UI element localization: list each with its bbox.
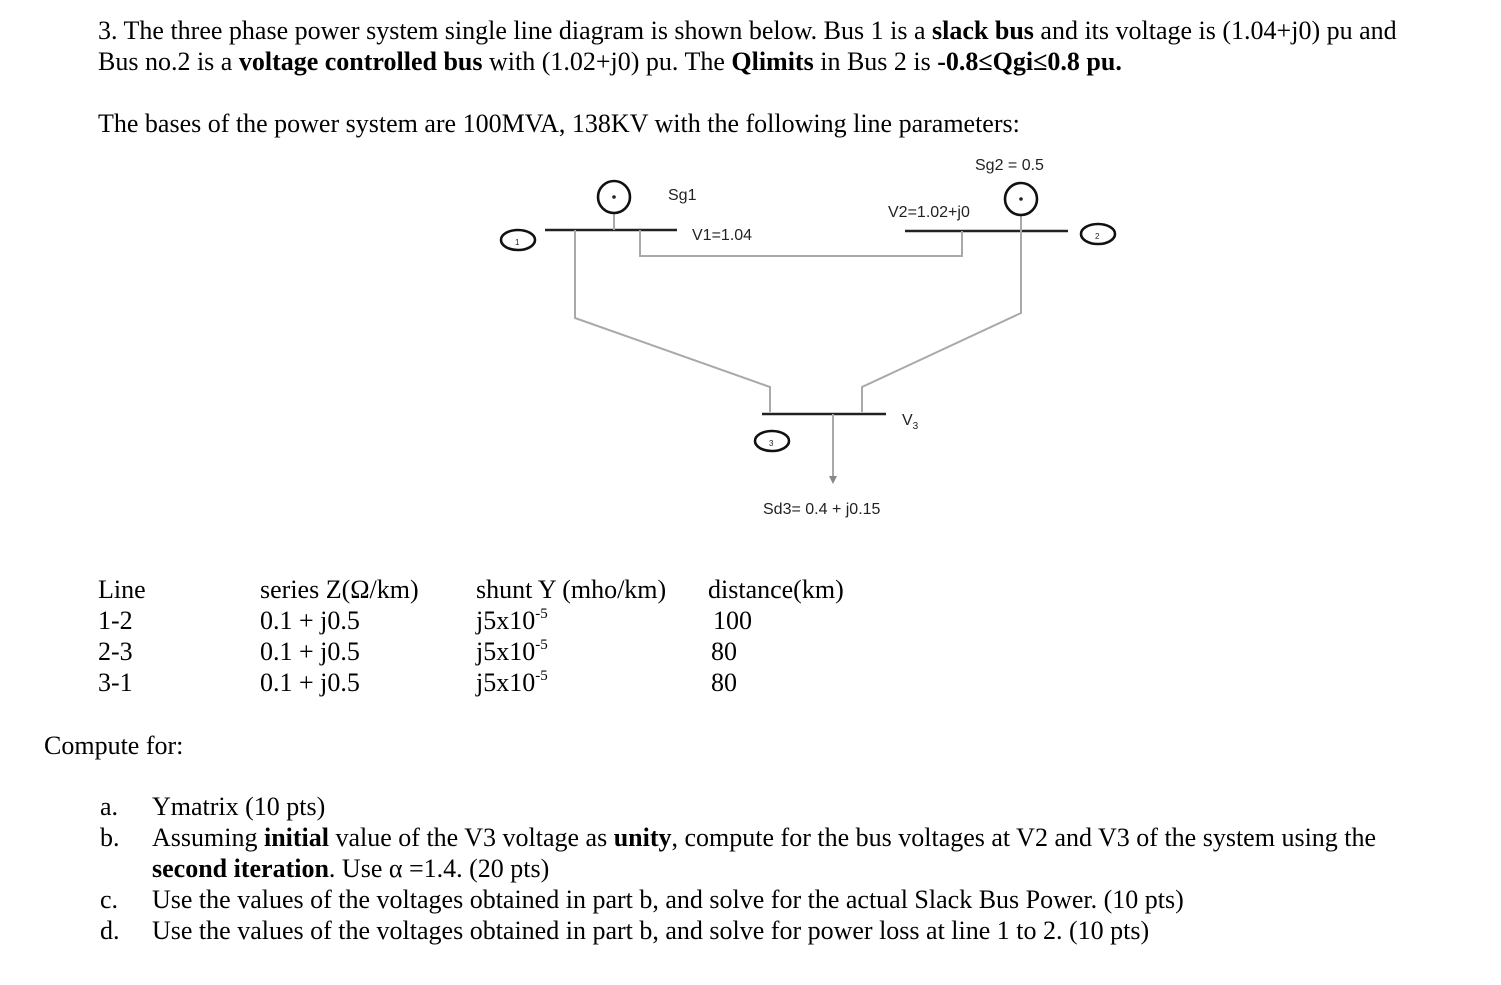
item-b-text: value of the V3 voltage as xyxy=(328,823,614,852)
sg2-label: Sg2 = 0.5 xyxy=(975,157,1044,174)
table-cell-z: 0.1 + j0.5 xyxy=(260,606,360,635)
initial-term: initial xyxy=(263,823,329,852)
bus1-number: 1 xyxy=(515,238,520,247)
table-cell-y xyxy=(476,636,548,667)
problem-text: and its voltage is (1.04+j0) pu and xyxy=(1033,16,1397,45)
y-exponent: -5 xyxy=(535,637,548,653)
y-exponent: -5 xyxy=(535,606,548,622)
item-c-letter: c. xyxy=(100,885,119,914)
line-2-3 xyxy=(862,231,1021,412)
v3-label xyxy=(902,412,919,432)
col-header-series-z: series Z(Ω/km) xyxy=(260,575,419,604)
item-a-text: Ymatrix (10 pts) xyxy=(152,792,326,821)
unity-term: unity xyxy=(613,823,672,852)
v2-label: V2=1.02+j0 xyxy=(888,204,970,221)
item-b-text: . Use α =1.4. (20 pts) xyxy=(328,854,550,883)
v1-label: V1=1.04 xyxy=(692,227,753,244)
qlimits-value: -0.8≤Qgi≤0.8 pu. xyxy=(937,47,1122,76)
table-cell-line: 3-1 xyxy=(98,668,133,697)
table-cell-distance: 80 xyxy=(711,668,737,697)
problem-text: in Bus 2 is xyxy=(813,47,938,76)
bus3-number: 3 xyxy=(769,439,774,448)
load3-arrow xyxy=(829,476,837,484)
y-exponent: -5 xyxy=(535,668,548,684)
line-1-3 xyxy=(575,230,770,412)
table-cell-distance: 80 xyxy=(711,637,737,666)
table-cell-y xyxy=(476,605,548,636)
y-base: j5x10 xyxy=(476,637,536,666)
table-cell-line: 2-3 xyxy=(98,637,133,666)
problem-text: Bus no.2 is a xyxy=(98,47,239,76)
item-b-line-2 xyxy=(152,853,549,884)
item-b-letter: b. xyxy=(100,823,120,852)
item-c-text: Use the values of the voltages obtained in part b, and solve for the actual Slack Bus Power. (10 pts) xyxy=(152,885,1184,914)
item-b-text: , compute for the bus voltages at V2 and V3 of the system using the xyxy=(671,823,1377,852)
slack-bus-term: slack bus xyxy=(932,16,1034,45)
y-base: j5x10 xyxy=(476,668,536,697)
gen2-dot xyxy=(1019,197,1023,201)
item-d-text: Use the values of the voltages obtained in part b, and solve for power loss at line 1 to 2. (10 pts) xyxy=(152,916,1150,945)
table-cell-z: 0.1 + j0.5 xyxy=(260,668,360,697)
problem-text: with (1.02+j0) pu. The xyxy=(482,47,732,76)
table-cell-z: 0.1 + j0.5 xyxy=(260,637,360,666)
table-cell-line: 1-2 xyxy=(98,606,133,635)
sd3-label: Sd3= 0.4 + j0.15 xyxy=(763,501,881,518)
compute-label: Compute for: xyxy=(44,731,184,760)
item-b-line-1 xyxy=(152,822,1376,853)
table-cell-y xyxy=(476,667,548,698)
voltage-controlled-term: voltage controlled bus xyxy=(238,47,483,76)
v3-base: V xyxy=(902,412,913,429)
col-header-line: Line xyxy=(98,575,146,604)
col-header-distance: distance(km) xyxy=(708,575,844,604)
sg1-label: Sg1 xyxy=(668,187,697,204)
qlimits-term: Qlimits xyxy=(731,47,814,76)
table-cell-distance: 100 xyxy=(713,606,752,635)
bus2-number: 2 xyxy=(1095,232,1100,241)
col-header-shunt-y: shunt Y (mho/km) xyxy=(476,575,667,604)
item-b-text: Assuming xyxy=(152,823,264,852)
item-d-letter: d. xyxy=(100,916,120,945)
bases-statement: The bases of the power system are 100MVA, 138KV with the following line parameters: xyxy=(98,109,1020,138)
second-iteration-term: second iteration xyxy=(152,854,329,883)
v3-subscript: 3 xyxy=(912,421,919,432)
problem-text: 3. The three phase power system single line diagram is shown below. Bus 1 is a xyxy=(98,16,933,45)
item-a-letter: a. xyxy=(100,792,119,821)
y-base: j5x10 xyxy=(476,606,536,635)
line-1-2 xyxy=(640,230,962,256)
gen1-dot xyxy=(612,195,616,199)
